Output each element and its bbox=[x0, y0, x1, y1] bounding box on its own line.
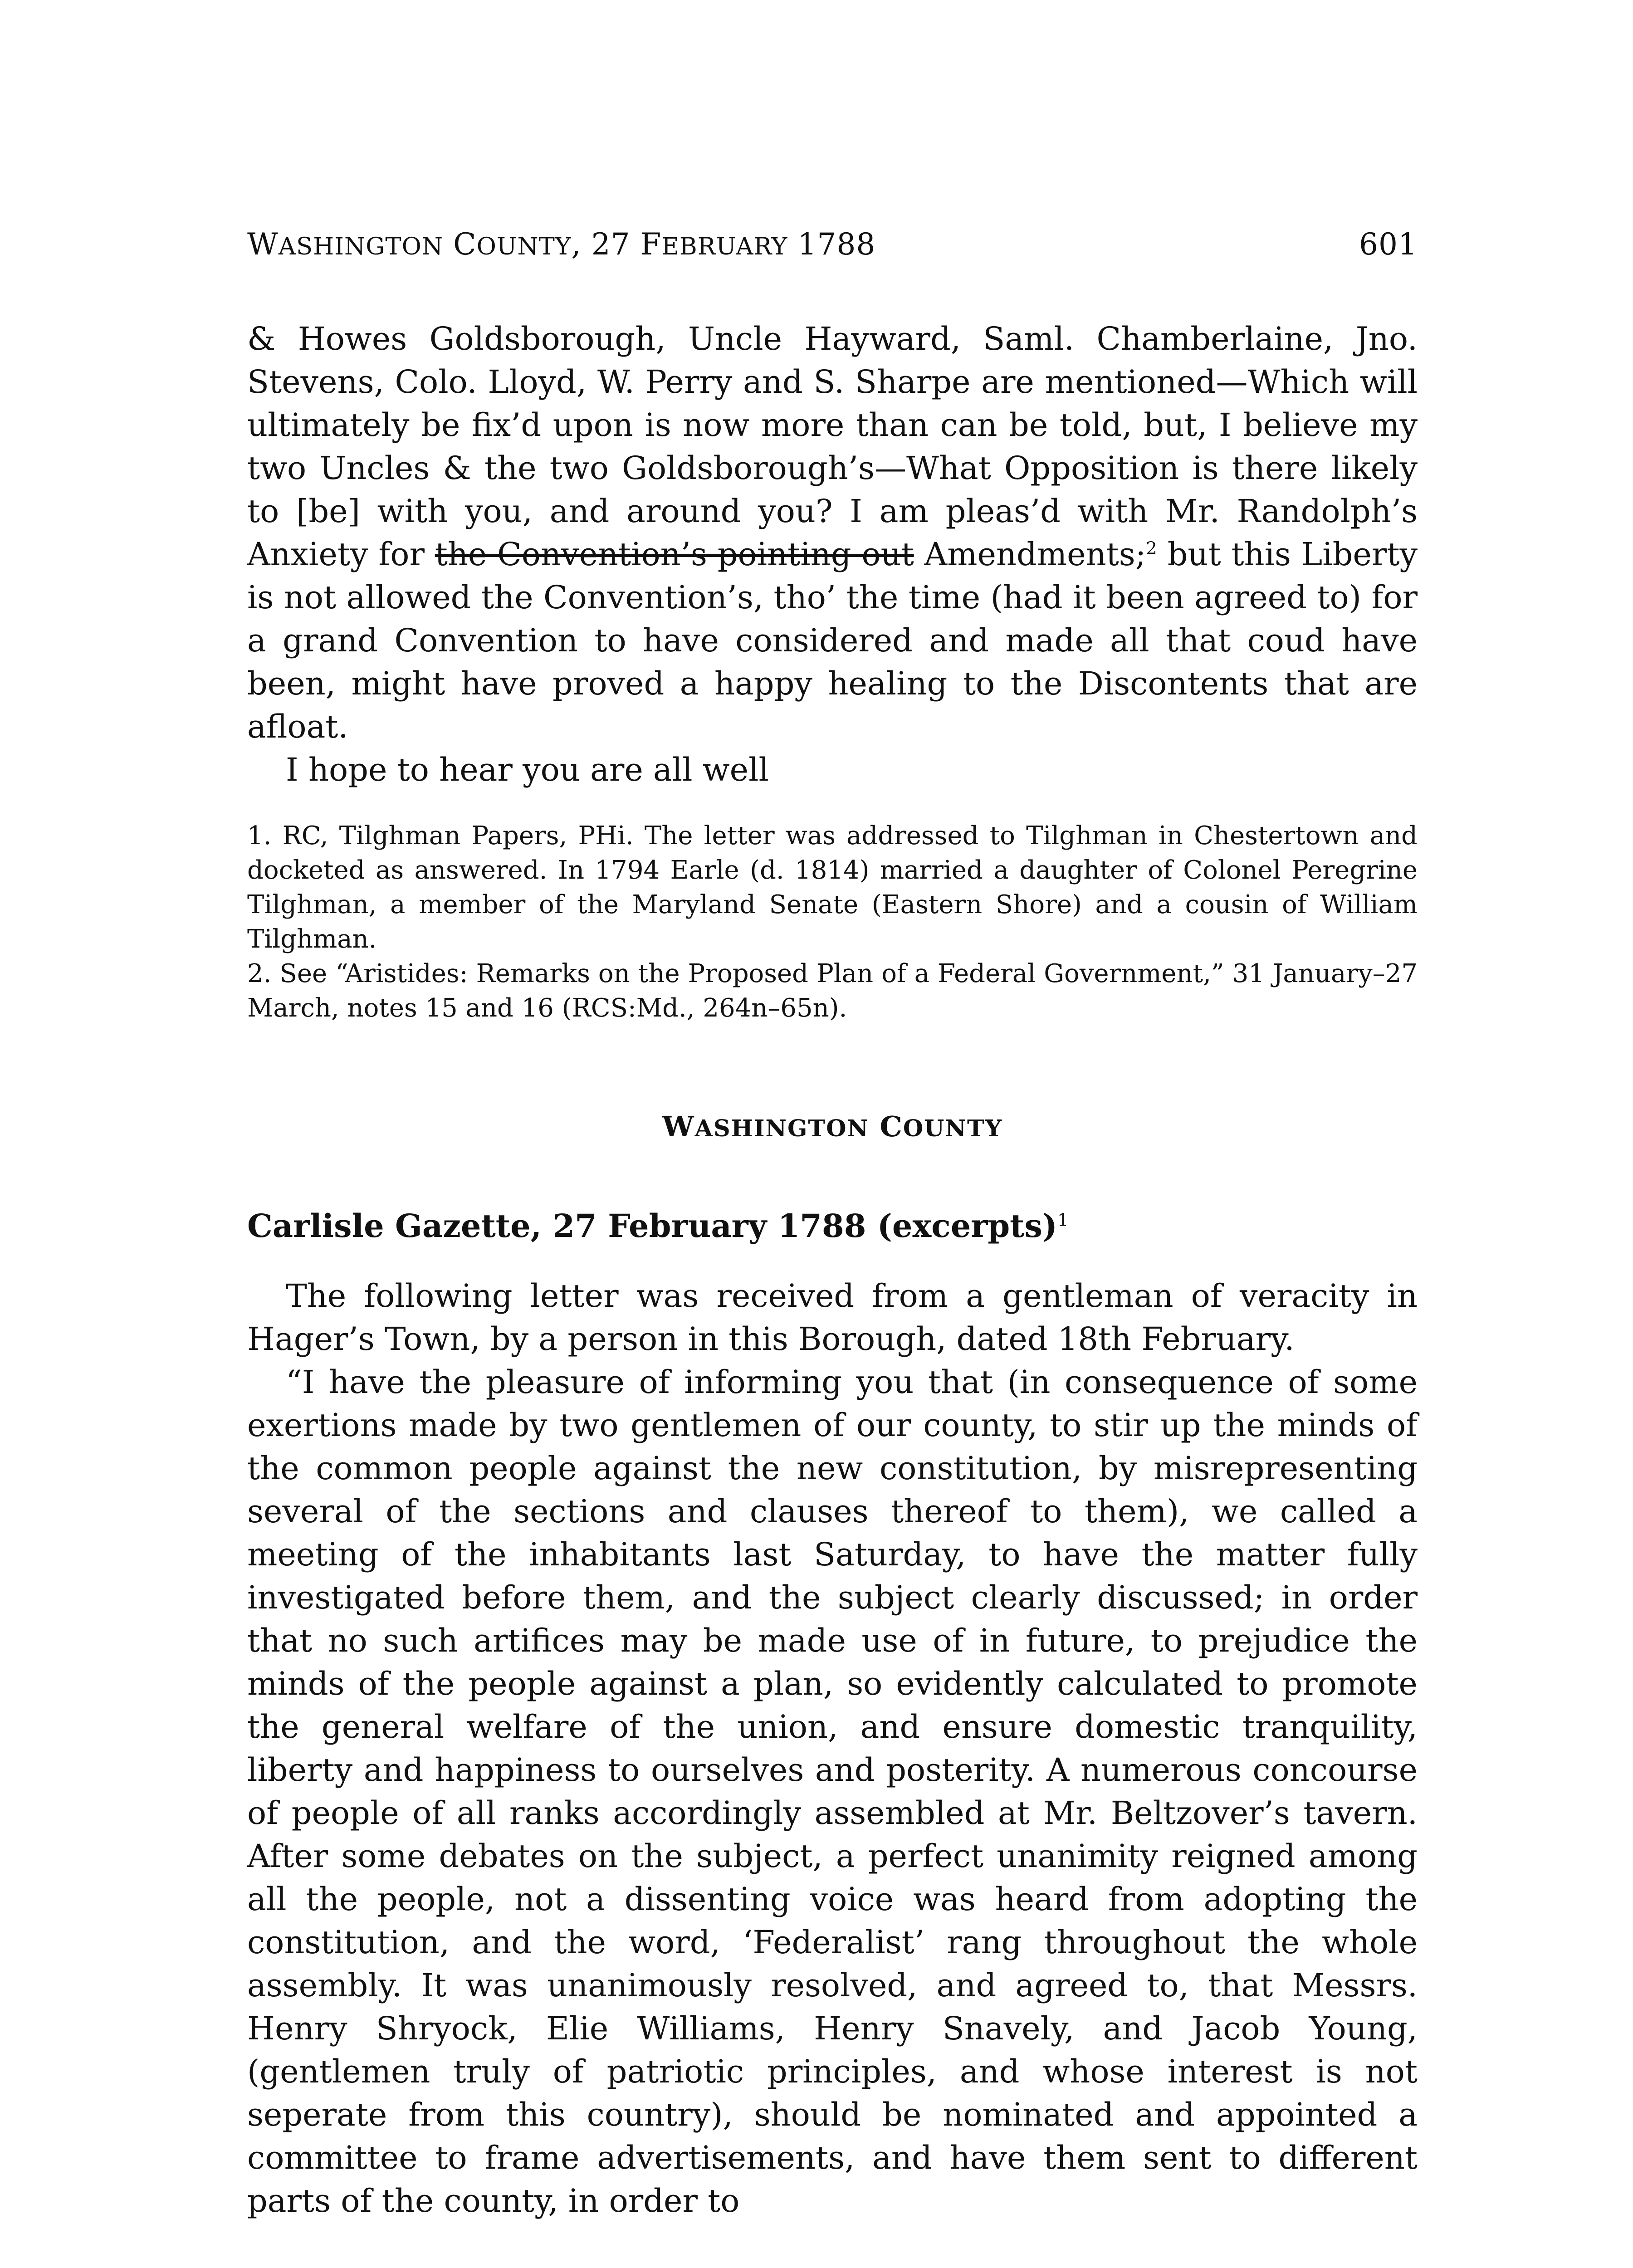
footnote-1: 1. RC, Tilghman Papers, PHi. The letter was addressed to Tilghman in Chestertown and docketed as answered. In 1794 Earle (d. 1814) married a daughter of Colonel Peregrine Tilghman, a member of the Maryland Senate (Eastern Shore) and a cousin of William Tilghman. bbox=[247, 821, 1418, 954]
running-head-title: WASHINGTON COUNTY, 27 FEBRUARY 1788 bbox=[247, 227, 876, 262]
letter-paragraph-continued: & Howes Goldsborough, Uncle Hayward, Saml. Chamberlaine, Jno. Stevens, Colo. Lloyd, W. Perry and S. Sharpe are mentioned—Which will ultimately be fix’d upon is now more than can be told, but, I believe my two Uncles & the two Goldsborough’s—What Opposition is there likely to [be] with you, and around you? I am pleas’d with Mr. Randolph’s Anxiety for the Convention’s pointing out Amendments;$^2$ but this Liberty is not allowed the Convention’s, tho’ the time (had it been agreed to) for a grand Convention to have considered and made all that coud have been, might have proved a happy healing to the Discontents that are afloat. bbox=[247, 320, 1418, 745]
footnotes bbox=[247, 819, 1418, 1026]
gazette-paragraph-2: “I have the pleasure of informing you that (in consequence of some exertions made by two gentlemen of our county, to stir up the minds of the common people against the new constitution, by misrepresenting several of the sections and clauses thereof to them), we called a meeting of the inhabitants last Saturday, to have the matter fully investigated before them, and the subject clearly discussed; in order that no such artifices may be made use of in future, to prejudice the minds of the people against a plan, so evidently calculated to promote the general welfare of the union, and ensure domestic tranquility, liberty and happiness to ourselves and posterity. A numerous concourse of people of all ranks accordingly assembled at Mr. Beltzover’s tavern. After some debates on the subject, a perfect unanimity reigned among all the people, not a dissenting voice was heard from adopting the constitution, and the word, ‘Federalist’ rang throughout the whole assembly. It was unanimously resolved, and agreed to, that Messrs. Henry Shryock, Elie Williams, Henry Snavely, and Jacob Young, (gentlemen truly of patriotic principles, and whose interest is not seperate from this country), should be nominated and appointed a committee to frame advertisements, and have them sent to different parts of the county, in order to bbox=[247, 1364, 1418, 2219]
footnote-2: 2. See “Aristides: Remarks on the Proposed Plan of a Federal Government,” 31 January–27 March, notes 15 and 16 (RCS:Md., 264n–65n). bbox=[247, 959, 1418, 1023]
page-number: 601 bbox=[1359, 227, 1418, 262]
document-subheading: Carlisle Gazette, 27 February 1788 (excerpts)$^1$ bbox=[247, 1207, 1069, 1245]
letter-closing: I hope to hear you are all well bbox=[286, 751, 769, 788]
gazette-text bbox=[247, 1275, 1418, 2223]
struck-text: the Convention’s pointing out bbox=[435, 536, 914, 573]
main-text bbox=[247, 318, 1418, 2223]
running-header bbox=[247, 227, 1418, 277]
footnote-ref-2: 2 bbox=[1146, 538, 1157, 559]
subheading-note-ref: 1 bbox=[1057, 1210, 1069, 1231]
section-heading: WASHINGTON COUNTY bbox=[662, 1110, 1003, 1143]
gazette-paragraph-1: The following letter was received from a gentleman of veracity in Hager’s Town, by a person in this Borough, dated 18th February. bbox=[247, 1277, 1418, 1358]
